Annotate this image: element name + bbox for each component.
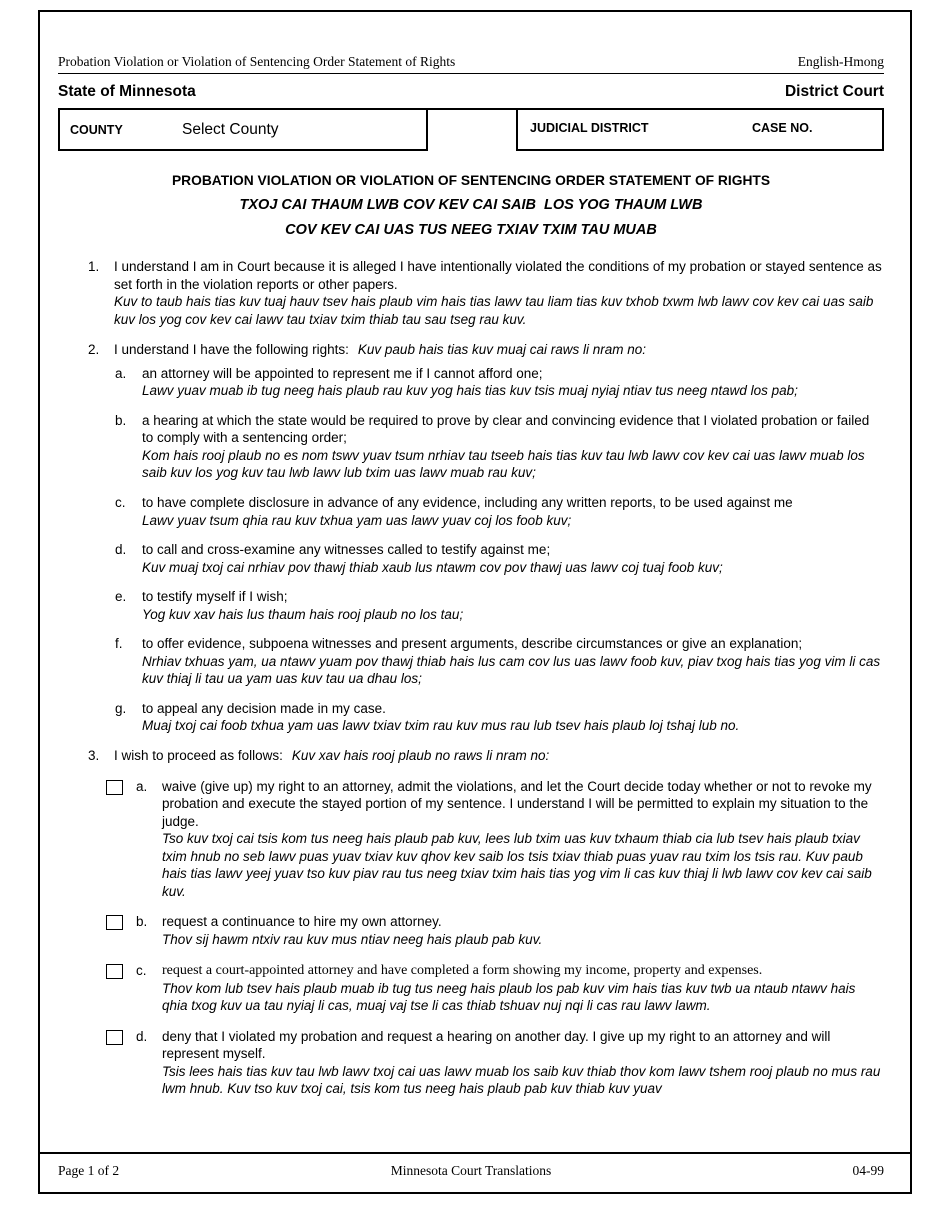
option-row-d xyxy=(106,1028,884,1098)
option-d-checkbox[interactable] xyxy=(106,1030,123,1045)
doc-header xyxy=(58,54,884,74)
form-title-english: PROBATION VIOLATION OR VIOLATION OF SENTENCING ORDER STATEMENT OF RIGHTS xyxy=(171,173,771,188)
item-1-number: 1. xyxy=(88,259,100,274)
right-item-d xyxy=(115,541,884,576)
right-hmong: Lawv yuav muab ib tug neeg hais plaub rau kuv yog hais tias kuv tsis muaj nyiaj ntiav tus neeg ntawd los pab; xyxy=(142,383,798,399)
right-english: to call and cross-examine any witnesses called to testify against me; xyxy=(142,542,551,558)
right-letter: d. xyxy=(115,542,127,558)
right-item-b xyxy=(115,412,884,482)
county-select[interactable]: Select County xyxy=(182,120,279,138)
option-row-a xyxy=(106,778,884,901)
option-a-checkbox[interactable] xyxy=(106,780,123,795)
county-label: COUNTY xyxy=(70,122,123,137)
option-letter: c. xyxy=(136,962,147,978)
item-3-english: I wish to proceed as follows: xyxy=(114,748,283,764)
right-hmong: Kuv muaj txoj cai nrhiav pov thawj thiab xaub lus ntawm cov pov thawj uas lawv coj tuaj foob kuv; xyxy=(142,559,723,575)
right-hmong: Lawv yuav tsum qhia rau kuv txhua yam uas lawv yuav coj los foob kuv; xyxy=(142,512,572,528)
right-english: to appeal any decision made in my case. xyxy=(142,700,386,716)
form-field-row xyxy=(58,110,884,151)
right-item-f xyxy=(115,635,884,688)
option-c-checkbox[interactable] xyxy=(106,964,123,979)
right-english: to have complete disclosure in advance of any evidence, including any written reports, to be used against me xyxy=(142,495,793,511)
option-letter: a. xyxy=(136,778,148,794)
footer-center-text: Minnesota Court Translations xyxy=(390,1163,552,1178)
option-english: waive (give up) my right to an attorney, admit the violations, and let the Court decide today whether or not to revoke my probation and execute the stayed portion of my sentence. I understand I will be permitted to explain my situation to the judge. xyxy=(162,778,872,829)
item-2-english: I understand I have the following rights: xyxy=(114,342,349,358)
right-english: to testify myself if I wish; xyxy=(142,589,288,605)
right-hmong: Yog kuv xav hais lus thaum hais rooj plaub no los tau; xyxy=(142,606,464,622)
form-revision: 04-99 xyxy=(852,1163,884,1178)
right-letter: g. xyxy=(115,700,127,716)
document-page xyxy=(38,10,912,1194)
option-english: request a court-appointed attorney and have completed a form showing my income, property and expenses. xyxy=(162,962,763,978)
right-letter: e. xyxy=(115,589,127,605)
option-english: deny that I violated my probation and request a hearing on another day. I give up my right to an attorney and will represent myself. xyxy=(162,1028,831,1062)
item-2-hmong: Kuv paub hais tias kuv muaj cai raws li nram no: xyxy=(357,342,647,358)
page-number: Page 1 of 2 xyxy=(58,1163,120,1178)
item-3-number: 3. xyxy=(88,748,100,764)
language-label: English-Hmong xyxy=(797,54,884,69)
statement-body xyxy=(58,258,884,1111)
right-hmong: Muaj txoj cai foob txhua yam uas lawv txiav txim rau kuv mus rau lub tsev hais plaub loj tshaj lub no. xyxy=(142,718,740,734)
doc-header-title: Probation Violation or Violation of Sentencing Order Statement of Rights xyxy=(58,54,456,69)
form-title-hmong-line2: COV KEV CAI UAS TUS NEEG TXIAV TXIM TAU MUAB xyxy=(285,222,657,238)
form-title xyxy=(58,173,884,238)
item-1-english: I understand I am in Court because it is alleged I have intentionally violated the conditions of my probation or stayed sentence as set forth in the violation reports or other papers. xyxy=(114,259,882,292)
option-english: request a continuance to hire my own attorney. xyxy=(162,914,442,930)
option-hmong: Tsis lees hais tias kuv tau lwb lawv txoj cai uas lawv muab los saib kuv thiab thov kom lawv tshem rooj plaub no mus rau lwm hnub. Kuv tso kuv txoj cai, tsis kom tus neeg hais plaub pab kuv thiab kuv yuav xyxy=(162,1063,881,1097)
item-1 xyxy=(58,258,884,328)
item-3-hmong: Kuv xav hais rooj plaub no raws li nram no: xyxy=(291,748,550,764)
right-hmong: Nrhiav txhuas yam, ua ntawv yuam pov thawj thiab hais lus cam cov lus uas lawv foob kuv, piav txog hais tias yog vim li cas kuv thiaj li tau ua yam uas kuv tau ua dhau los; xyxy=(142,653,881,687)
district-court-title: District Court xyxy=(784,83,884,100)
right-hmong: Kom hais rooj plaub no es nom tswv yuav tsum nrhiav tau tseeb hais tias kuv tau lwb lawv cov kev cai uas lawv muab los saib kuv los yog kuv tau lwb lawv lub txim uas lawv muab rau kuv; xyxy=(142,447,865,481)
item-2 xyxy=(58,341,884,359)
option-hmong: Tso kuv txoj cai tsis kom tus neeg hais plaub pab kuv, lees lub txim uas kuv txhaum thiab cia lub tsev hais plaub txiav txim hnub no seb lawv puas yuav txiav kuv qhov kev saib los tsis txiav thiab puas yuav rau txim los tsis rau. Kuv paub hais tias lawv yeej yuav tso kuv piav rau tus neeg txiav txim hais tias yog vim li cas kuv thiaj li lwb lawv cov kev cai saib kuv. xyxy=(162,831,872,899)
option-row-b xyxy=(106,913,884,948)
right-english: to offer evidence, subpoena witnesses and present arguments, describe circumstances or give an explanation; xyxy=(142,636,803,652)
judicial-district-label: JUDICIAL DISTRICT xyxy=(530,121,649,135)
court-header xyxy=(58,83,884,110)
form-title-hmong-line1: TXOJ CAI THAUM LWB COV KEV CAI SAIB LOS YOG THAUM LWB xyxy=(239,197,703,213)
right-english: an attorney will be appointed to represent me if I cannot afford one; xyxy=(142,365,543,381)
case-box xyxy=(516,108,884,151)
right-letter: c. xyxy=(115,495,126,511)
right-item-g xyxy=(115,700,884,735)
right-item-a xyxy=(115,365,884,400)
state-title: State of Minnesota xyxy=(58,83,196,100)
right-english: a hearing at which the state would be required to prove by clear and convincing evidence that I violated probation or failed to comply with a sentencing order; xyxy=(142,412,870,446)
right-letter: f. xyxy=(115,636,123,652)
case-no-label: CASE NO. xyxy=(752,121,813,135)
page-footer xyxy=(40,1152,910,1192)
item-1-hmong: Kuv to taub hais tias kuv tuaj hauv tsev hais plaub vim hais tias lawv tau liam tias kuv txhob txwm lwb lawv cov kev cai uas saib kuv los yog cov kev cai lawv tau txiav txim thiab tau sau tseg rau kuv. xyxy=(114,294,874,327)
item-3 xyxy=(58,747,884,765)
right-item-c xyxy=(115,494,884,529)
right-item-e xyxy=(115,588,884,623)
county-box xyxy=(58,108,428,151)
option-letter: b. xyxy=(136,914,148,930)
right-letter: a. xyxy=(115,365,127,381)
option-b-checkbox[interactable] xyxy=(106,915,123,930)
option-letter: d. xyxy=(136,1028,148,1044)
item-2-number: 2. xyxy=(88,342,100,358)
option-row-c xyxy=(106,962,884,1015)
right-letter: b. xyxy=(115,412,127,428)
option-hmong: Thov sij hawm ntxiv rau kuv mus ntiav neeg hais plaub pab kuv. xyxy=(162,931,543,947)
option-hmong: Thov kom lub tsev hais plaub muab ib tug tus neeg hais plaub los pab kuv vim hais tias kuv twb ua ntaub ntawv hais qhia txog kuv ua tau nyiaj li cas, muaj vaj tse li cas thiab tshuav nuj nqi li cas rau lawv lawm. xyxy=(162,980,856,1014)
